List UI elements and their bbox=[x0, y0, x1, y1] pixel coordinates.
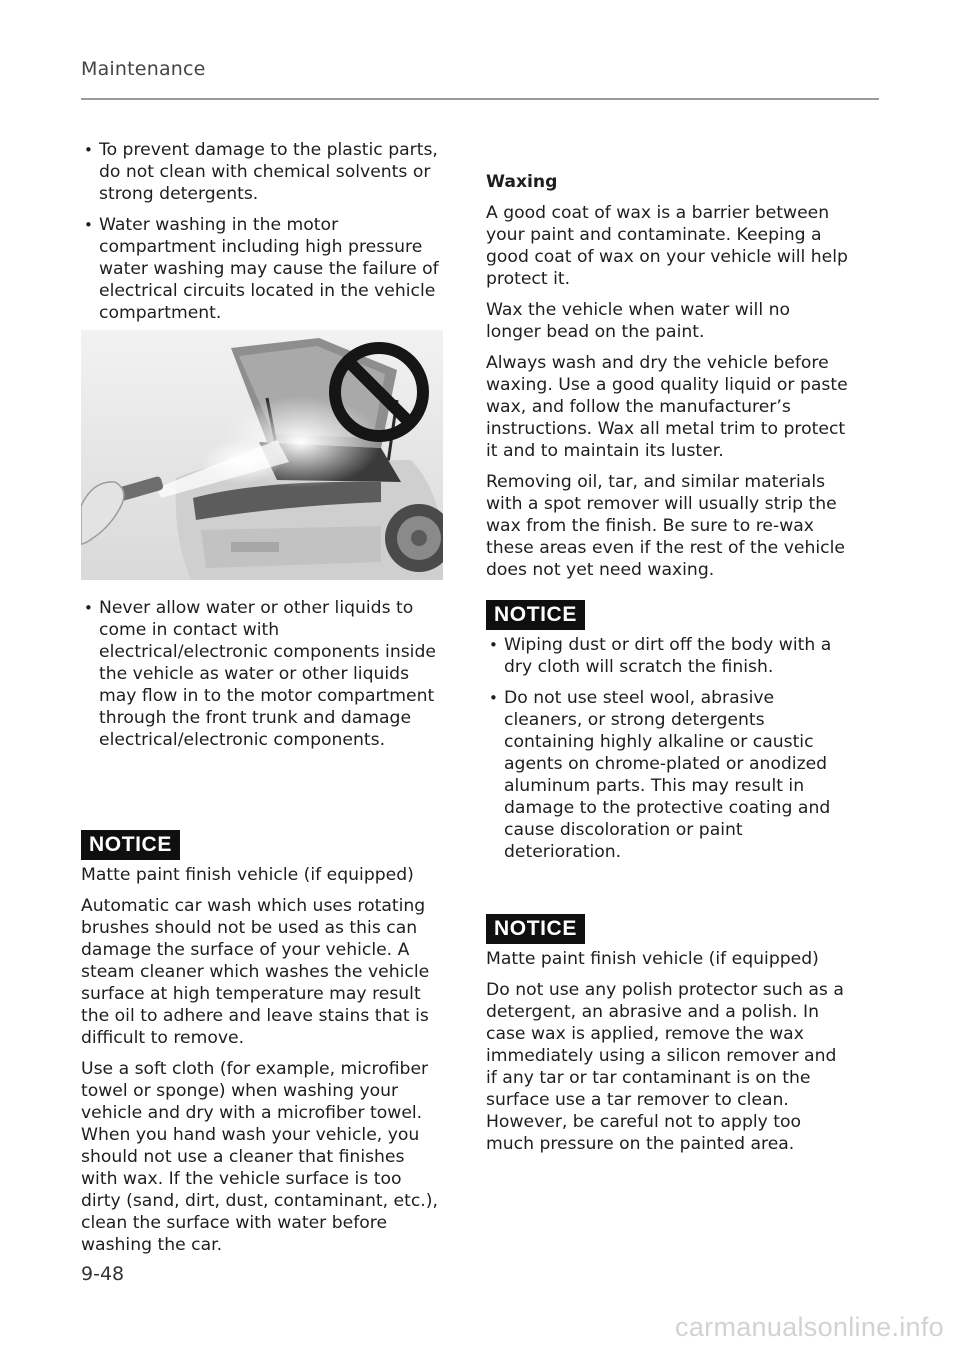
notice-subtitle: Matte paint finish vehicle (if equipped) bbox=[81, 865, 414, 885]
notice-paragraph: Do not use any polish protector such as a detergent, an abrasive and a polish. In case wax is applied, remove the wax immediately using a silicon remover and if any tar or tar contaminant is on the surface use a tar remover to clean. However, be careful not to apply too much pressure on the painted area. bbox=[486, 980, 844, 1154]
left-column-top bbox=[81, 139, 441, 333]
left-column-bottom bbox=[81, 597, 441, 760]
notice-badge: NOTICE bbox=[486, 600, 585, 630]
right-notice-block-2 bbox=[486, 914, 848, 1164]
list-item: • To prevent damage to the plastic parts, do not clean with chemical solvents or strong detergents. bbox=[81, 139, 441, 205]
notice-subtitle: Matte paint finish vehicle (if equipped) bbox=[486, 949, 819, 969]
waxing-section bbox=[486, 171, 848, 590]
watermark: carmanualsonline.info bbox=[675, 1312, 944, 1342]
header-rule bbox=[81, 98, 879, 100]
notice-badge: NOTICE bbox=[486, 914, 585, 944]
left-notice-block bbox=[81, 830, 441, 1265]
waxing-paragraph: A good coat of wax is a barrier between your paint and contaminate. Keeping a good coat of wax on your vehicle will help protect it. bbox=[486, 203, 848, 289]
list-item: • Wiping dust or dirt off the body with a dry cloth will scratch the finish. bbox=[486, 634, 848, 678]
notice-badge: NOTICE bbox=[81, 830, 180, 860]
notice-paragraph: Automatic car wash which uses rotating brushes should not be used as this can damage the surface of your vehicle. A steam cleaner which washes the vehicle surface at high temperature may result the oil to adhere and leave stains that is difficult to remove. bbox=[81, 896, 430, 1048]
section-heading: Waxing bbox=[486, 172, 558, 192]
waxing-paragraph: Always wash and dry the vehicle before waxing. Use a good quality liquid or paste wax, and follow the manufacturer’s instructions. Wax all metal trim to protect it and to maintain its luster. bbox=[486, 353, 848, 461]
running-header-title: Maintenance bbox=[81, 58, 206, 80]
waxing-paragraph: Removing oil, tar, and similar materials with a spot remover will usually strip the wax from the finish. Be sure to re-wax these areas even if the rest of the vehicle does not yet need waxing. bbox=[486, 472, 845, 580]
notice-bullet-list bbox=[486, 634, 848, 863]
notice-paragraph: Use a soft cloth (for example, microfiber towel or sponge) when washing your vehicle and dry with a microfiber towel. When you hand wash your vehicle, you should not use a cleaner that finishes with wax. If the vehicle surface is too dirty (sand, dirt, dust, contaminant, etc.), clean the surface with water before washing the car. bbox=[81, 1059, 438, 1255]
list-item: • Water washing in the motor compartment including high pressure water washing may cause the failure of electrical circuits located in the vehicle compartment. bbox=[81, 214, 441, 324]
liquid-warning-list bbox=[81, 597, 441, 751]
waxing-paragraph: Wax the vehicle when water will no longer bead on the paint. bbox=[486, 300, 790, 342]
list-item: • Never allow water or other liquids to come in contact with electrical/electronic components inside the vehicle as water or other liquids may flow in to the motor compartment through the front trunk and damage electrical/electronic components. bbox=[81, 597, 441, 751]
right-notice-block-1 bbox=[486, 600, 848, 872]
page-number: 9-48 bbox=[81, 1263, 125, 1285]
cleaning-bullet-list bbox=[81, 139, 441, 324]
list-item: • Do not use steel wool, abrasive cleaners, or strong detergents containing highly alkaline or caustic agents on chrome-plated or anodized aluminum parts. This may result in damage to the protective coating and cause discoloration or paint deterioration. bbox=[486, 687, 848, 863]
engine-wash-illustration bbox=[81, 330, 443, 580]
